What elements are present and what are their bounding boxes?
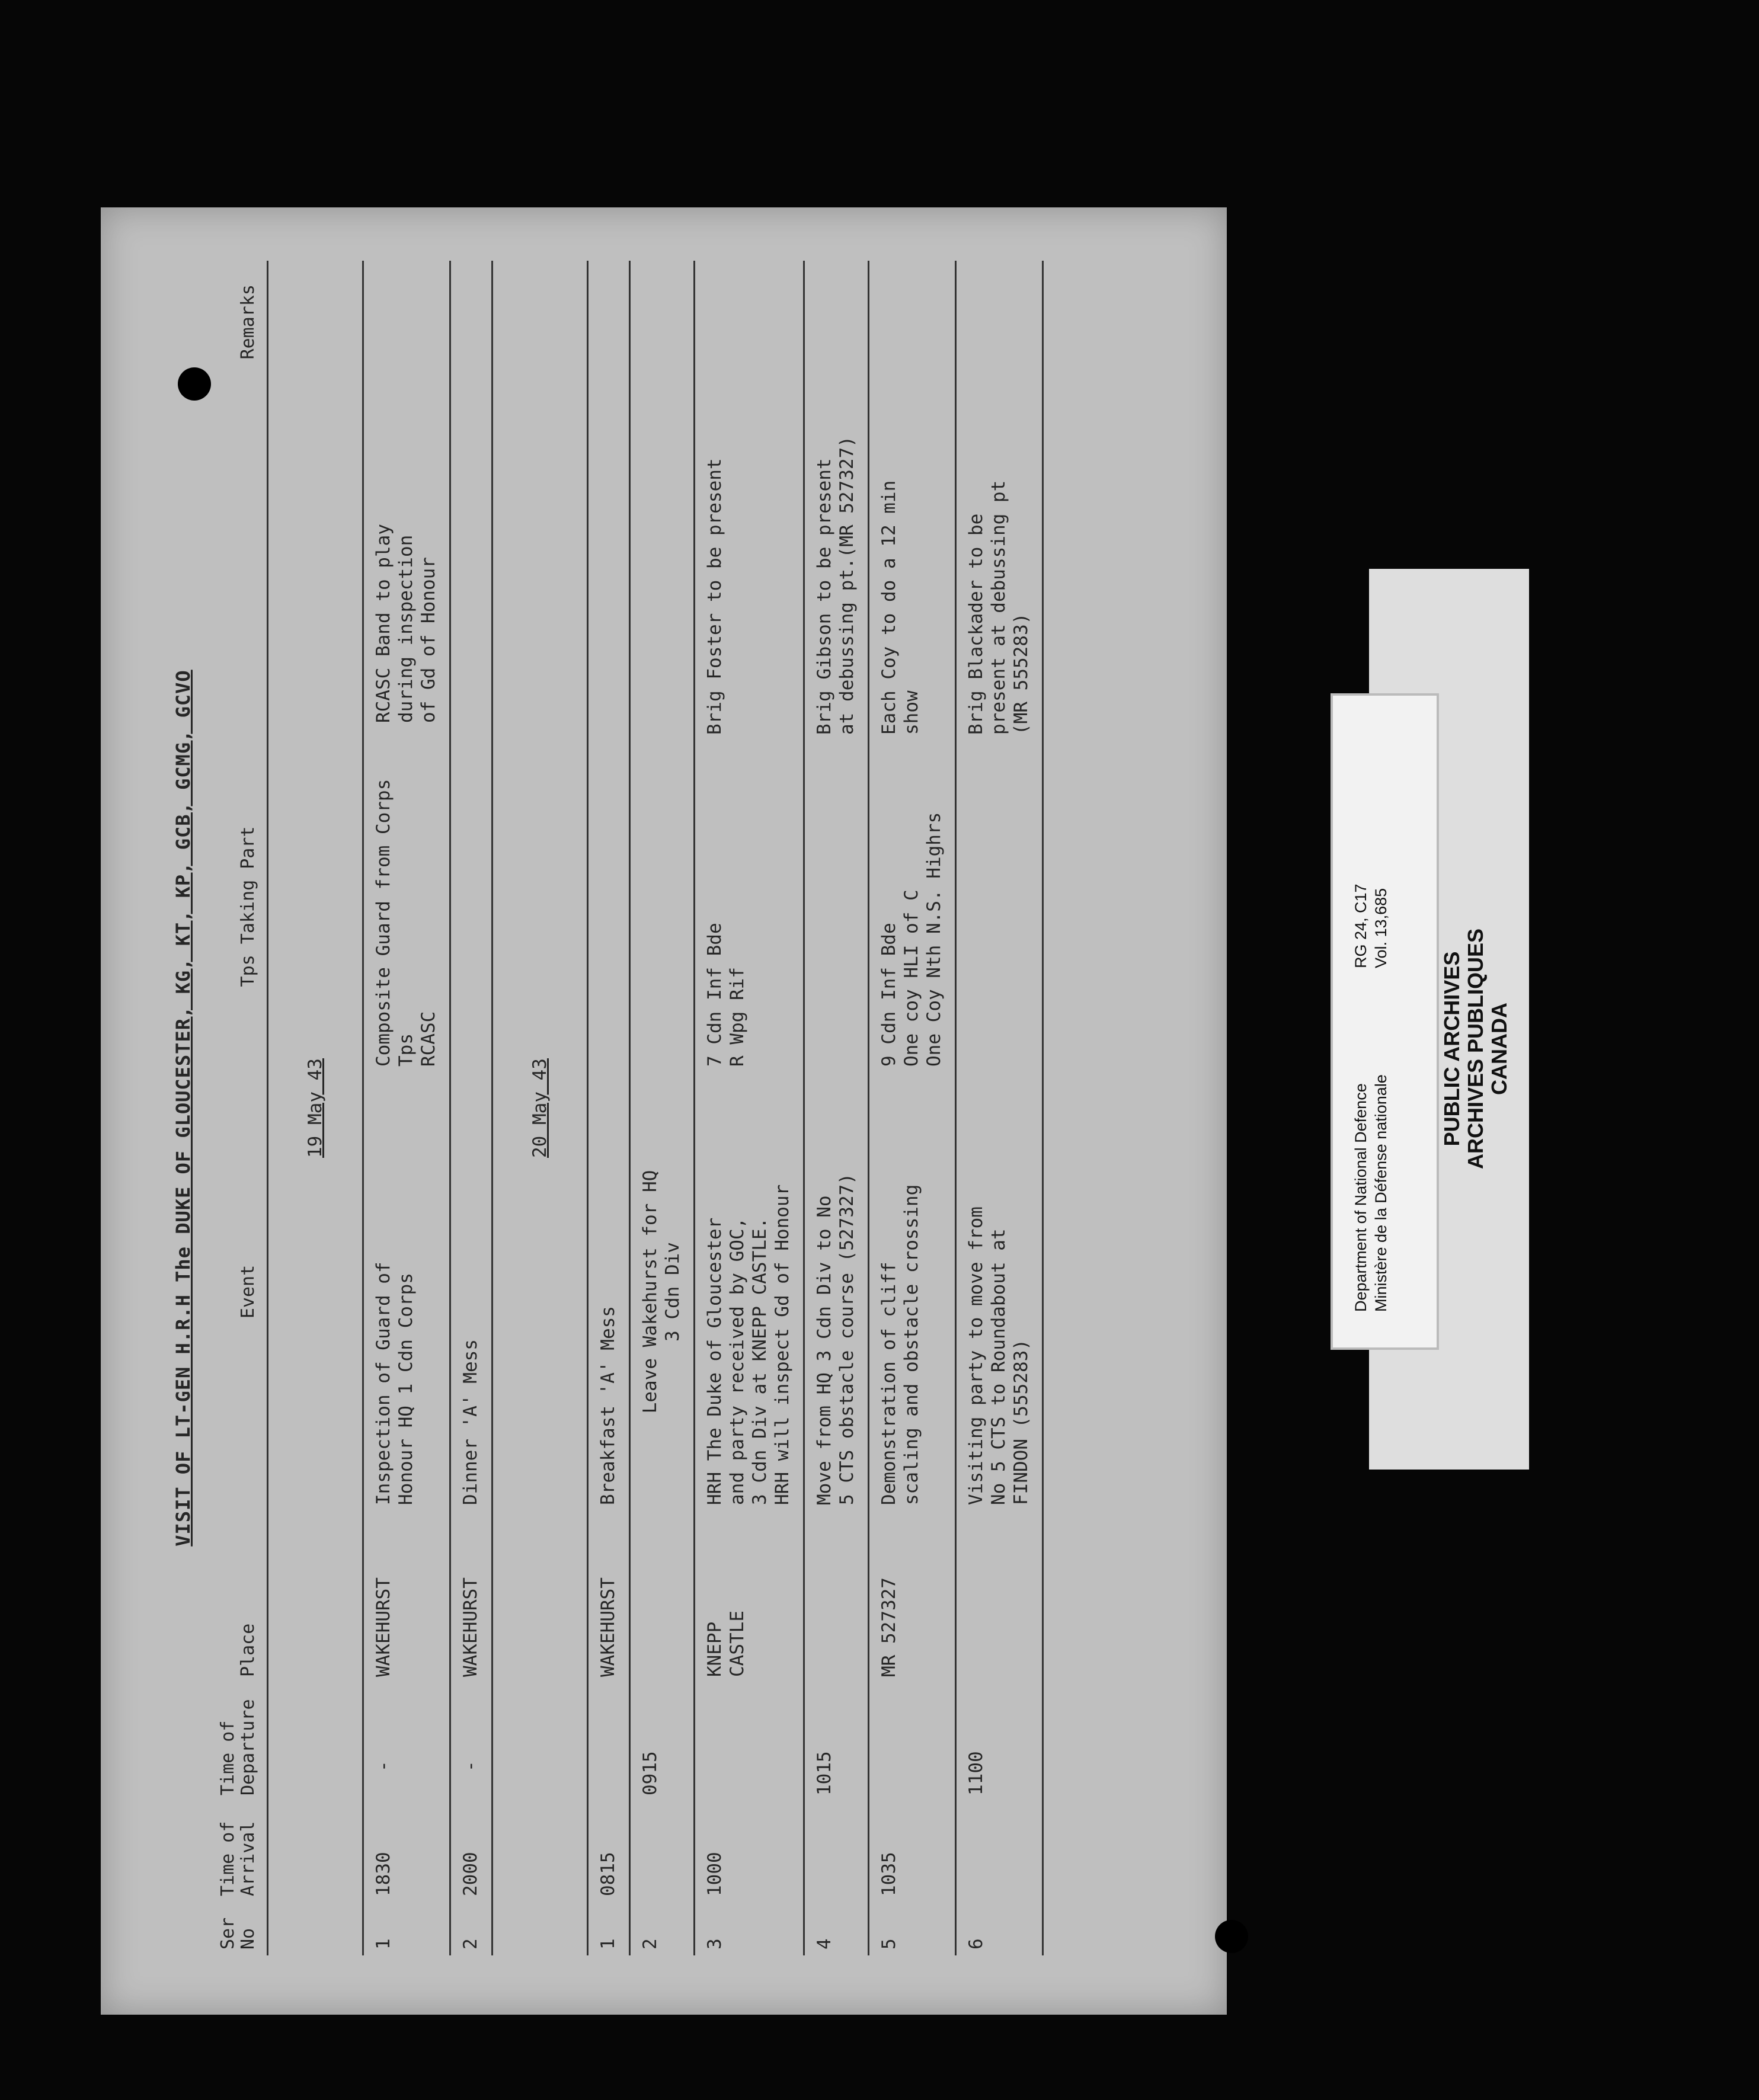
label-dept-en: Department of National Defence <box>1352 1083 1370 1312</box>
cell-ser: 6 <box>956 1902 1043 1955</box>
document-sheet <box>101 207 1227 2015</box>
col-event: Event <box>218 1073 268 1511</box>
cell-arrival: 1000 <box>695 1801 804 1902</box>
cell-event: Visiting party to move from No 5 CTS to Roundabout at FINDON (555283) <box>956 1073 1043 1511</box>
cell-place: WAKEHURST <box>588 1511 630 1683</box>
cell-departure: 1100 <box>956 1683 1043 1801</box>
cell-ser: 3 <box>695 1902 804 1955</box>
cell-tps: 7 Cdn Inf Bde R Wpg Rif <box>695 741 804 1073</box>
col-place: Place <box>218 1511 268 1683</box>
cell-tps: 9 Cdn Inf Bde One coy HLI of C One Coy Nth N.S. Highrs <box>869 741 956 1073</box>
label-ref-rg: RG 24, C17 <box>1352 883 1370 968</box>
cell-arrival: 2000 <box>450 1801 492 1902</box>
cell-arrival: 1035 <box>869 1801 956 1902</box>
cell-tps <box>956 741 1043 1073</box>
cell-tps <box>450 741 492 1073</box>
cell-ser: 2 <box>630 1902 695 1955</box>
cell-tps <box>630 741 695 1073</box>
cell-arrival: 0815 <box>588 1801 630 1902</box>
cell-remarks <box>630 261 695 741</box>
cell-departure: 0915 <box>630 1683 695 1801</box>
col-departure: Time of Departure <box>218 1683 268 1801</box>
cell-departure: - <box>450 1683 492 1801</box>
cell-remarks: Brig Blackader to be present at debussing pt (MR 555283) <box>956 261 1043 741</box>
cell-place: MR 527327 <box>869 1511 956 1683</box>
cell-tps: Composite Guard from Corps Tps RCASC <box>363 741 450 1073</box>
cell-arrival <box>804 1801 869 1902</box>
schedule-table <box>218 261 1044 1955</box>
cell-event: Demonstration of cliff scaling and obstacle crossing <box>869 1073 956 1511</box>
table-row <box>956 261 1043 1955</box>
cell-arrival <box>956 1801 1043 1902</box>
rotated-page <box>101 207 1227 2015</box>
cell-ser: 1 <box>588 1902 630 1955</box>
col-tps: Tps Taking Part <box>218 741 268 1073</box>
table-row <box>588 261 630 1955</box>
archive-label-title <box>1434 693 1529 1345</box>
cell-remarks: Brig Gibson to be present at debussing pt.(MR 527327) <box>804 261 869 741</box>
archive-label-text <box>1333 696 1437 1347</box>
cell-arrival: 1830 <box>363 1801 450 1902</box>
cell-tps <box>588 741 630 1073</box>
cell-remarks <box>588 261 630 741</box>
cell-place: KNEPP CASTLE <box>695 1511 804 1683</box>
cell-place <box>630 1511 695 1683</box>
cell-event: Breakfast 'A' Mess <box>588 1073 630 1511</box>
cell-event: HRH The Duke of Gloucester and party received by GOC, 3 Cdn Div at KNEPP CASTLE. HRH will inspect Gd of Honour <box>695 1073 804 1511</box>
cell-arrival <box>630 1801 695 1902</box>
cell-tps <box>804 741 869 1073</box>
schedule-document <box>172 261 1044 1955</box>
cell-event: Move from HQ 3 Cdn Div to No 5 CTS obstacle course (527327) <box>804 1073 869 1511</box>
table-header-row <box>218 261 268 1955</box>
day-heading: 20 May 43 <box>529 1058 551 1158</box>
cell-place <box>804 1511 869 1683</box>
cell-ser: 5 <box>869 1902 956 1955</box>
table-row <box>804 261 869 1955</box>
cell-remarks: RCASC Band to play during inspection of Gd of Honour <box>363 261 450 741</box>
cell-remarks <box>450 261 492 741</box>
cell-event: Leave Wakehurst for HQ 3 Cdn Div <box>630 1073 695 1511</box>
cell-ser: 2 <box>450 1902 492 1955</box>
cell-departure <box>695 1683 804 1801</box>
table-row <box>869 261 956 1955</box>
label-archives-publiques: ARCHIVES PUBLIQUES <box>1463 928 1488 1170</box>
day-heading: 19 May 43 <box>305 1058 326 1158</box>
col-ser-no: Ser No <box>218 1902 268 1955</box>
cell-event: Inspection of Guard of Honour HQ 1 Cdn Corps <box>363 1073 450 1511</box>
cell-place <box>956 1511 1043 1683</box>
table-row <box>630 261 695 1955</box>
cell-departure: - <box>363 1683 450 1801</box>
col-remarks: Remarks <box>218 261 268 741</box>
cell-place: WAKEHURST <box>450 1511 492 1683</box>
cell-departure: 1015 <box>804 1683 869 1801</box>
cell-ser: 1 <box>363 1902 450 1955</box>
cell-remarks: Brig Foster to be present <box>695 261 804 741</box>
label-public-archives: PUBLIC ARCHIVES <box>1440 951 1464 1147</box>
cell-departure <box>588 1683 630 1801</box>
document-title: VISIT OF LT-GEN H.R.H The DUKE OF GLOUCESTER, KG, KT, KP, GCB, GCMG, GCVO <box>172 670 194 1547</box>
cell-ser: 4 <box>804 1902 869 1955</box>
label-canada: CANADA <box>1487 1003 1511 1095</box>
table-row <box>363 261 450 1955</box>
archive-label-inner <box>1331 693 1439 1350</box>
cell-departure <box>869 1683 956 1801</box>
label-dept-fr: Ministère de la Défense nationale <box>1372 1074 1390 1312</box>
cell-place: WAKEHURST <box>363 1511 450 1683</box>
label-ref-vol: Vol. 13,685 <box>1372 888 1390 968</box>
col-arrival: Time of Arrival <box>218 1801 268 1902</box>
cell-event: Dinner 'A' Mess <box>450 1073 492 1511</box>
cell-remarks: Each Coy to do a 12 min show <box>869 261 956 741</box>
table-row <box>695 261 804 1955</box>
table-row <box>450 261 492 1955</box>
